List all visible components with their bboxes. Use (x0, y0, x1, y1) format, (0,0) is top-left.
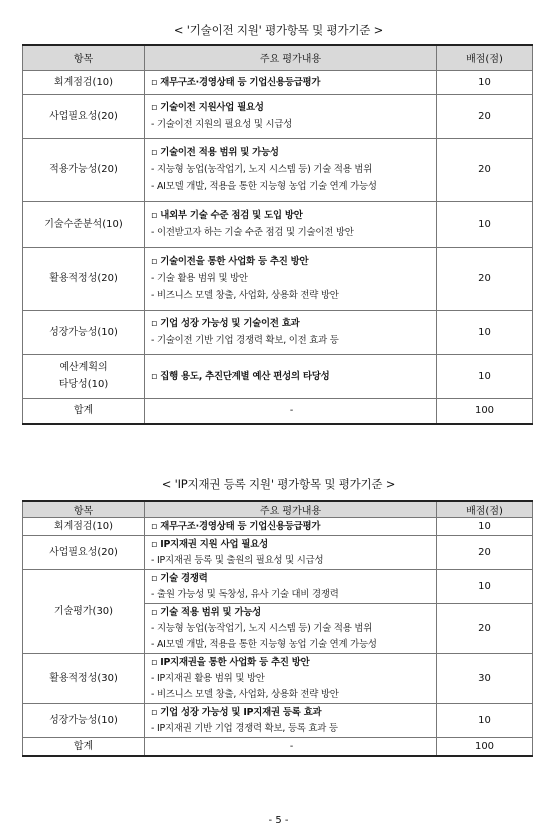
item-cell (23, 310, 145, 354)
score-cell: 10 (437, 70, 533, 94)
item-cell (23, 738, 145, 757)
content-cell (145, 398, 437, 424)
table-row (23, 310, 533, 354)
content-cell (145, 94, 437, 138)
item-cell (23, 570, 145, 654)
criterion-detail: - 비즈니스 모델 창출, 사업화, 상용화 전략 방안 (151, 290, 339, 301)
content-cell (145, 247, 437, 310)
criterion-heading: ▫ 내외부 기술 수준 점검 및 도입 방안 (151, 210, 303, 221)
criterion-detail: - IP지재권 등록 및 출원의 필요성 및 시급성 (151, 554, 324, 566)
criterion-detail: - 기술 활용 범위 및 방안 (151, 273, 248, 284)
criterion-detail: - 지능형 농업(농작업기, 노지 시스템 등) 기술 적용 범위 (151, 164, 373, 175)
criterion-heading: ▫ 집행 용도, 추진단계별 예산 편성의 타당성 (151, 370, 330, 382)
criterion-detail: - 기술이전 기반 기업 경쟁력 확보, 이전 효과 등 (151, 335, 339, 346)
table-row (23, 536, 533, 570)
item-cell (23, 247, 145, 310)
evaluation-table-tech-transfer (22, 44, 533, 425)
header-content: 주요 평가내용 (145, 501, 437, 518)
criterion-heading: ▫ 기업 성장 가능성 및 기술이전 효과 (151, 318, 300, 329)
content-cell (145, 138, 437, 201)
criterion-heading: ▫ IP지재권 지원 사업 필요성 (151, 538, 268, 550)
criterion-detail: - IP지재권 활용 범위 및 방안 (151, 672, 265, 684)
score-cell: 20 (437, 138, 533, 201)
score-cell: 100 (437, 738, 533, 757)
criterion-detail: - IP지재권 기반 기업 경쟁력 확보, 등록 효과 등 (151, 722, 338, 734)
table-row (23, 201, 533, 247)
table-row (23, 354, 533, 398)
header-content: 주요 평가내용 (145, 45, 437, 70)
item-label: 성장가능성(10) (49, 715, 118, 726)
criterion-detail: - 출원 가능성 및 독창성, 유사 기술 대비 경쟁력 (151, 588, 339, 600)
content-cell (145, 704, 437, 738)
item-cell (23, 354, 145, 398)
criterion-detail: - 비즈니스 모델 창출, 사업화, 상용화 전략 방안 (151, 688, 339, 700)
criterion-detail: - 기술이전 지원의 필요성 및 시급성 (151, 119, 293, 130)
item-label: 합계 (73, 405, 94, 417)
criterion-heading: ▫ 기업 성장 가능성 및 IP지재권 등록 효과 (151, 706, 322, 718)
criterion-detail: - (289, 740, 294, 752)
criterion-heading: ▫ IP지재권을 통한 사업화 등 추진 방안 (151, 656, 310, 668)
criterion-heading: ▫ 재무구조·경영상태 등 기업신용등급평가 (151, 520, 321, 532)
item-label: 활용적정성(30) (49, 673, 118, 684)
page-number: - 5 - (268, 815, 289, 826)
score-cell: 20 (437, 247, 533, 310)
criterion-detail: - (289, 405, 294, 417)
score-cell: 10 (437, 354, 533, 398)
table-row (23, 654, 533, 704)
content-cell (145, 310, 437, 354)
header-score: 배점(점) (437, 501, 533, 518)
content-cell (145, 201, 437, 247)
score-cell: 10 (437, 310, 533, 354)
item-label: 합계 (73, 741, 94, 752)
table1-title: < '기술이전 지원' 평가항목 및 평가기준 > (173, 23, 384, 37)
score-cell: 20 (437, 94, 533, 138)
criterion-heading: ▫ 기술이전을 통한 사업화 등 추진 방안 (151, 256, 309, 267)
item-cell (23, 94, 145, 138)
criterion-heading: ▫ 재무구조·경영상태 등 기업신용등급평가 (151, 76, 321, 88)
criterion-detail: - 이전받고자 하는 기술 수준 점검 및 기술이전 방안 (151, 227, 354, 238)
item-cell (23, 704, 145, 738)
item-label: 사업필요성(20) (49, 547, 118, 558)
table-row (23, 570, 533, 604)
content-cell (145, 70, 437, 94)
table-row (23, 704, 533, 738)
item-cell (23, 70, 145, 94)
content-cell (145, 654, 437, 704)
score-cell: 20 (437, 604, 533, 654)
criterion-detail: - 지능형 농업(농작업기, 노지 시스템 등) 기술 적용 범위 (151, 622, 373, 634)
item-label: 기술수준분석(10) (44, 218, 123, 230)
content-cell (145, 536, 437, 570)
table-row (23, 94, 533, 138)
score-cell: 10 (437, 570, 533, 604)
content-cell (145, 604, 437, 654)
total-row (23, 738, 533, 757)
score-cell: 10 (437, 704, 533, 738)
item-cell (23, 654, 145, 704)
content-cell (145, 738, 437, 757)
table2-title: < 'IP지재권 등록 지원' 평가항목 및 평가기준 > (161, 477, 396, 491)
item-cell (23, 201, 145, 247)
content-cell (145, 518, 437, 536)
content-cell (145, 570, 437, 604)
item-label: 예산계획의 (59, 362, 108, 373)
item-cell (23, 398, 145, 424)
header-score: 배점(점) (437, 45, 533, 70)
item-cell (23, 518, 145, 536)
header-item: 항목 (23, 45, 145, 70)
score-cell: 10 (437, 518, 533, 536)
item-label: 사업필요성(20) (49, 110, 118, 122)
item-label: 회계점검(10) (53, 76, 114, 88)
criterion-detail: - AI모델 개발, 적용을 통한 지능형 농업 기술 연계 가능성 (151, 638, 377, 650)
content-cell (145, 354, 437, 398)
item-label: 기술평가(30) (53, 606, 114, 617)
score-cell: 30 (437, 654, 533, 704)
item-cell (23, 138, 145, 201)
total-row (23, 398, 533, 424)
score-cell: 10 (437, 201, 533, 247)
table-row (23, 247, 533, 310)
table-row (23, 70, 533, 94)
item-label: 적용가능성(20) (49, 164, 118, 175)
criterion-heading: ▫ 기술 적용 범위 및 가능성 (151, 606, 262, 618)
header-item: 항목 (23, 501, 145, 518)
criterion-heading: ▫ 기술이전 적용 범위 및 가능성 (151, 147, 279, 158)
item-label: 성장가능성(10) (49, 326, 118, 338)
item-cell (23, 536, 145, 570)
evaluation-table-ip-registration (22, 500, 533, 757)
table-row (23, 138, 533, 201)
item-label: 회계점검(10) (53, 521, 114, 532)
table-row (23, 518, 533, 536)
criterion-heading: ▫ 기술 경쟁력 (151, 572, 208, 584)
item-label: 타당성(10) (58, 379, 109, 390)
criterion-detail: - AI모델 개발, 적용을 통한 지능형 농업 기술 연계 가능성 (151, 181, 377, 192)
item-label: 활용적정성(20) (49, 273, 118, 284)
score-cell: 20 (437, 536, 533, 570)
criterion-heading: ▫ 기술이전 지원사업 필요성 (151, 102, 264, 113)
score-cell: 100 (437, 398, 533, 424)
